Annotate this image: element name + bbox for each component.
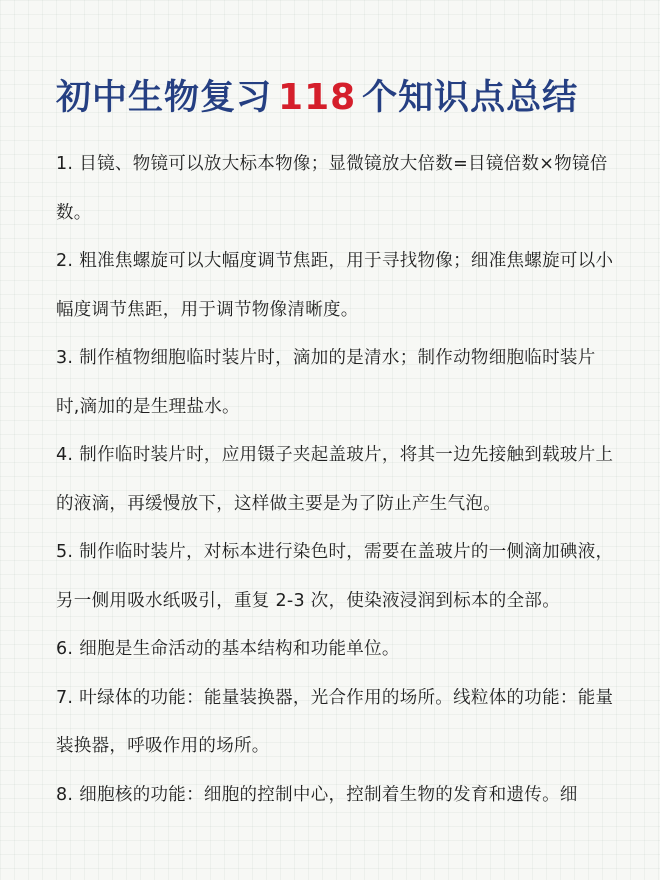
page-title (56, 66, 646, 130)
list-item (56, 431, 616, 528)
list-item (56, 528, 616, 625)
knowledge-list (56, 140, 616, 819)
list-item (56, 625, 616, 674)
item-text: 细胞是生命活动的基本结构和功能单位。 (79, 639, 400, 659)
list-item (56, 140, 616, 237)
list-item (56, 674, 616, 771)
item-text: 细胞核的功能：细胞的控制中心，控制着生物的发育和遗传。细 (79, 784, 578, 805)
item-number: 7. (56, 687, 74, 708)
item-number: 2. (56, 251, 74, 271)
item-text: 叶绿体的功能：能量装换器，光合作用的场所。线粒体的功能：能量装换器，呼吸作用的场所。 (56, 687, 614, 756)
item-number: 8. (56, 784, 74, 805)
item-text: 制作植物细胞临时装片时，滴加的是清水；制作动物细胞临时装片时,滴加的是生理盐水。 (56, 348, 596, 417)
item-number: 3. (56, 348, 74, 368)
title-number: 118 (278, 77, 357, 118)
item-text: 粗准焦螺旋可以大幅度调节焦距，用于寻找物像；细准焦螺旋可以小幅度调节焦距，用于调节物像清晰度。 (56, 251, 614, 320)
list-item (56, 771, 616, 820)
item-number: 5. (56, 542, 74, 562)
title-part-2: 个知识点总结 (362, 78, 579, 118)
item-number: 4. (56, 445, 74, 465)
item-number: 1. (56, 154, 74, 174)
title-part-1: 初中生物复习 (56, 78, 273, 118)
list-item (56, 237, 616, 334)
list-item (56, 334, 616, 431)
item-number: 6. (56, 639, 74, 659)
item-text: 制作临时装片，对标本进行染色时，需要在盖玻片的一侧滴加碘液，另一侧用吸水纸吸引，重复 2-3 次，使染液浸润到标本的全部。 (56, 542, 614, 611)
item-text: 目镜、物镜可以放大标本物像；显微镜放大倍数=目镜倍数×物镜倍数。 (56, 154, 608, 223)
item-text: 制作临时装片时，应用镊子夹起盖玻片，将其一边先接触到载玻片上的液滴，再缓慢放下，这样做主要是为了防止产生气泡。 (56, 445, 614, 514)
